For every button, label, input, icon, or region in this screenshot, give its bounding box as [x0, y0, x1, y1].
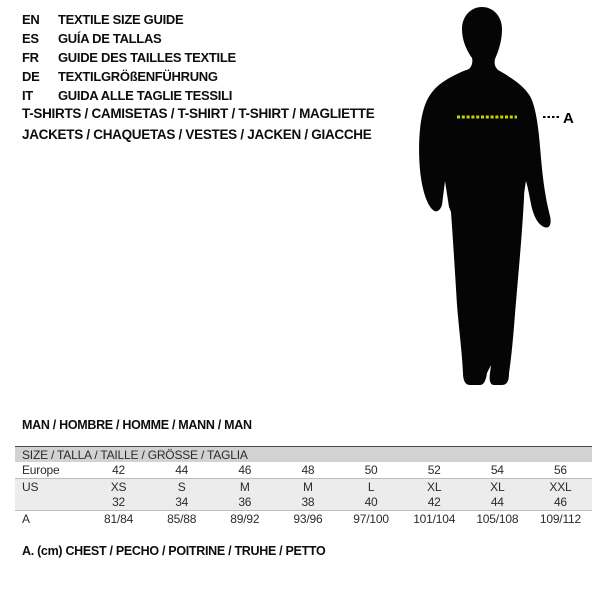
language-list [22, 10, 236, 105]
language-code: FR [22, 50, 39, 65]
size-cell: 48 [301, 463, 315, 477]
size-table-row [15, 478, 592, 494]
size-cell: 109/112 [539, 511, 581, 526]
language-row [22, 48, 236, 67]
row-label: A [22, 511, 30, 526]
size-cell: 97/100 [353, 511, 389, 526]
man-figure [408, 2, 578, 402]
size-cell: 40 [364, 495, 378, 509]
size-cell: 46 [238, 463, 252, 477]
size-cell: 38 [301, 495, 315, 509]
size-cell: 42 [112, 463, 126, 477]
language-code: IT [22, 88, 33, 103]
size-cell: 89/92 [230, 511, 260, 526]
size-cell: XS [110, 479, 127, 494]
size-cell: 46 [553, 495, 567, 509]
size-cell: 56 [553, 463, 567, 477]
row-label: US [22, 479, 39, 494]
language-title: GUÍA DE TALLAS [58, 31, 162, 46]
language-title: GUIDA ALLE TAGLIE TESSILI [58, 88, 233, 103]
size-cell: S [177, 479, 186, 494]
footnote: A. (cm) CHEST / PECHO / POITRINE / TRUHE / PETTO [22, 544, 326, 558]
language-code: EN [22, 12, 40, 27]
category-tshirts: T-SHIRTS / CAMISETAS / T-SHIRT / T-SHIRT / MAGLIETTE [22, 106, 375, 121]
size-cell: L [367, 479, 375, 494]
size-cell: M [239, 479, 250, 494]
language-title: TEXTILE SIZE GUIDE [58, 12, 184, 27]
language-title: TEXTILGRÖßENFÜHRUNG [58, 69, 218, 84]
row-label: Europe [22, 463, 60, 477]
language-code: DE [22, 69, 40, 84]
size-cell: 44 [490, 495, 504, 509]
size-cell: 85/88 [167, 511, 197, 526]
size-table-header: SIZE / TALLA / TAILLE / GRÖSSE / TAGLIA [15, 446, 592, 462]
language-title: GUIDE DES TAILLES TEXTILE [58, 50, 236, 65]
size-cell: 36 [238, 495, 252, 509]
size-cell: XL [427, 479, 442, 494]
section-title: MAN / HOMBRE / HOMME / MANN / MAN [22, 418, 252, 432]
size-cell: 52 [427, 463, 441, 477]
language-row [22, 10, 236, 29]
language-code: ES [22, 31, 39, 46]
measure-label-a: A [563, 110, 574, 127]
size-cell: 50 [364, 463, 378, 477]
size-cell: 54 [490, 463, 504, 477]
category-jackets: JACKETS / CHAQUETAS / VESTES / JACKEN / GIACCHE [22, 127, 372, 142]
size-table [15, 446, 592, 526]
size-table-rows [15, 462, 592, 526]
size-cell: 42 [427, 495, 441, 509]
size-table-row [15, 494, 592, 510]
language-row [22, 67, 236, 86]
size-cell: 34 [175, 495, 189, 509]
size-cell: XL [490, 479, 505, 494]
man-silhouette [419, 7, 551, 385]
size-cell: 101/104 [413, 511, 456, 526]
size-table-row [15, 462, 592, 478]
size-cell: 32 [112, 495, 126, 509]
size-cell: 81/84 [104, 511, 134, 526]
language-row [22, 29, 236, 48]
size-cell: 93/96 [293, 511, 323, 526]
size-table-row [15, 510, 592, 526]
size-cell: M [303, 479, 313, 494]
size-cell: 105/108 [476, 511, 519, 526]
size-cell: XXL [549, 479, 572, 494]
size-cell: 44 [175, 463, 189, 477]
category-lines [22, 103, 374, 145]
